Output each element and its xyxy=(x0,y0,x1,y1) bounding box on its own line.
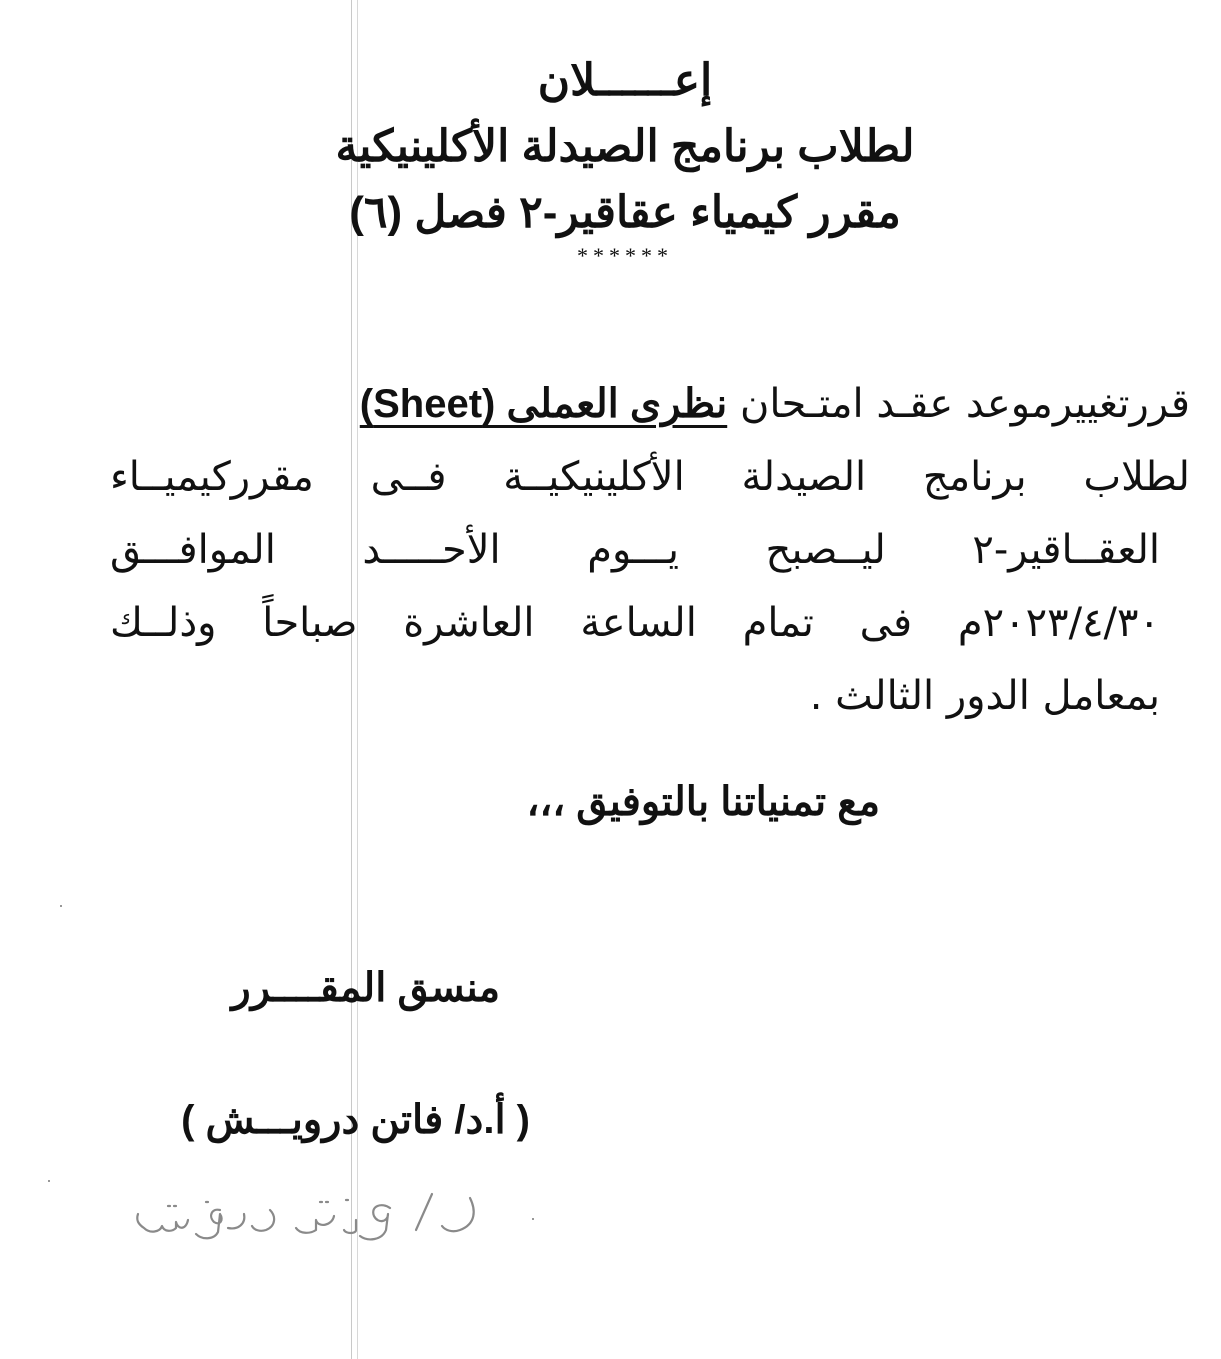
coordinator-title: منسق المقــــرر xyxy=(231,966,500,1010)
scan-speck xyxy=(48,1180,50,1182)
scan-speck xyxy=(532,1218,534,1220)
coordinator-name: ( أ.د/ فاتن درويـــش ) xyxy=(181,1098,530,1142)
body-line-1-text: قررتغييرموعد عقـد امتـحان xyxy=(739,381,1190,427)
body-word: فــى xyxy=(370,454,447,500)
body-word: الموافـــق xyxy=(110,527,276,573)
body-word: لطلاب xyxy=(1083,454,1190,500)
body-word: الأحـــــد xyxy=(362,527,501,573)
exam-date: ٢٠٢٣/٤/٣٠م xyxy=(957,600,1160,646)
body-word: الأكلينيكيــة xyxy=(503,454,685,500)
body-line-1 xyxy=(110,368,1190,441)
body-word: وذلــك xyxy=(110,600,217,646)
body-line-5: بمعامل الدور الثالث . xyxy=(809,673,1160,719)
stars-separator: ****** xyxy=(577,243,673,268)
body-line-4 xyxy=(110,587,1190,660)
body-word: برنامج xyxy=(922,454,1027,500)
body-line-2 xyxy=(110,441,1190,514)
body-word: يـــوم xyxy=(587,527,679,573)
announcement-header xyxy=(150,48,1100,270)
announcement-body xyxy=(110,368,1190,733)
body-word: فى xyxy=(859,600,913,646)
body-word: ليــصبح xyxy=(765,527,886,573)
body-word: الساعة xyxy=(580,600,697,646)
handwritten-signature xyxy=(120,1180,490,1250)
body-word: مقرركيميــاء xyxy=(110,454,314,500)
body-word: العقــاقير-٢ xyxy=(972,527,1160,573)
announcement-audience: لطلاب برنامج الصيدلة الأكلينيكية xyxy=(335,122,915,171)
body-word: العاشرة xyxy=(403,600,535,646)
body-word: تمام xyxy=(742,600,814,646)
body-line-3 xyxy=(110,514,1190,587)
announcement-title: إعــــــلان xyxy=(537,56,713,105)
closing-wishes: مع تمنياتنا بالتوفيق ،،، xyxy=(526,780,880,824)
body-word: الصيدلة xyxy=(741,454,867,500)
announcement-course: مقرر كيمياء عقاقير-٢ فصل (٦) xyxy=(349,188,901,237)
exam-type-highlight: نظرى العملى (Sheet) xyxy=(359,382,728,426)
body-word: صباحاً xyxy=(262,600,358,646)
scan-speck xyxy=(60,905,62,907)
